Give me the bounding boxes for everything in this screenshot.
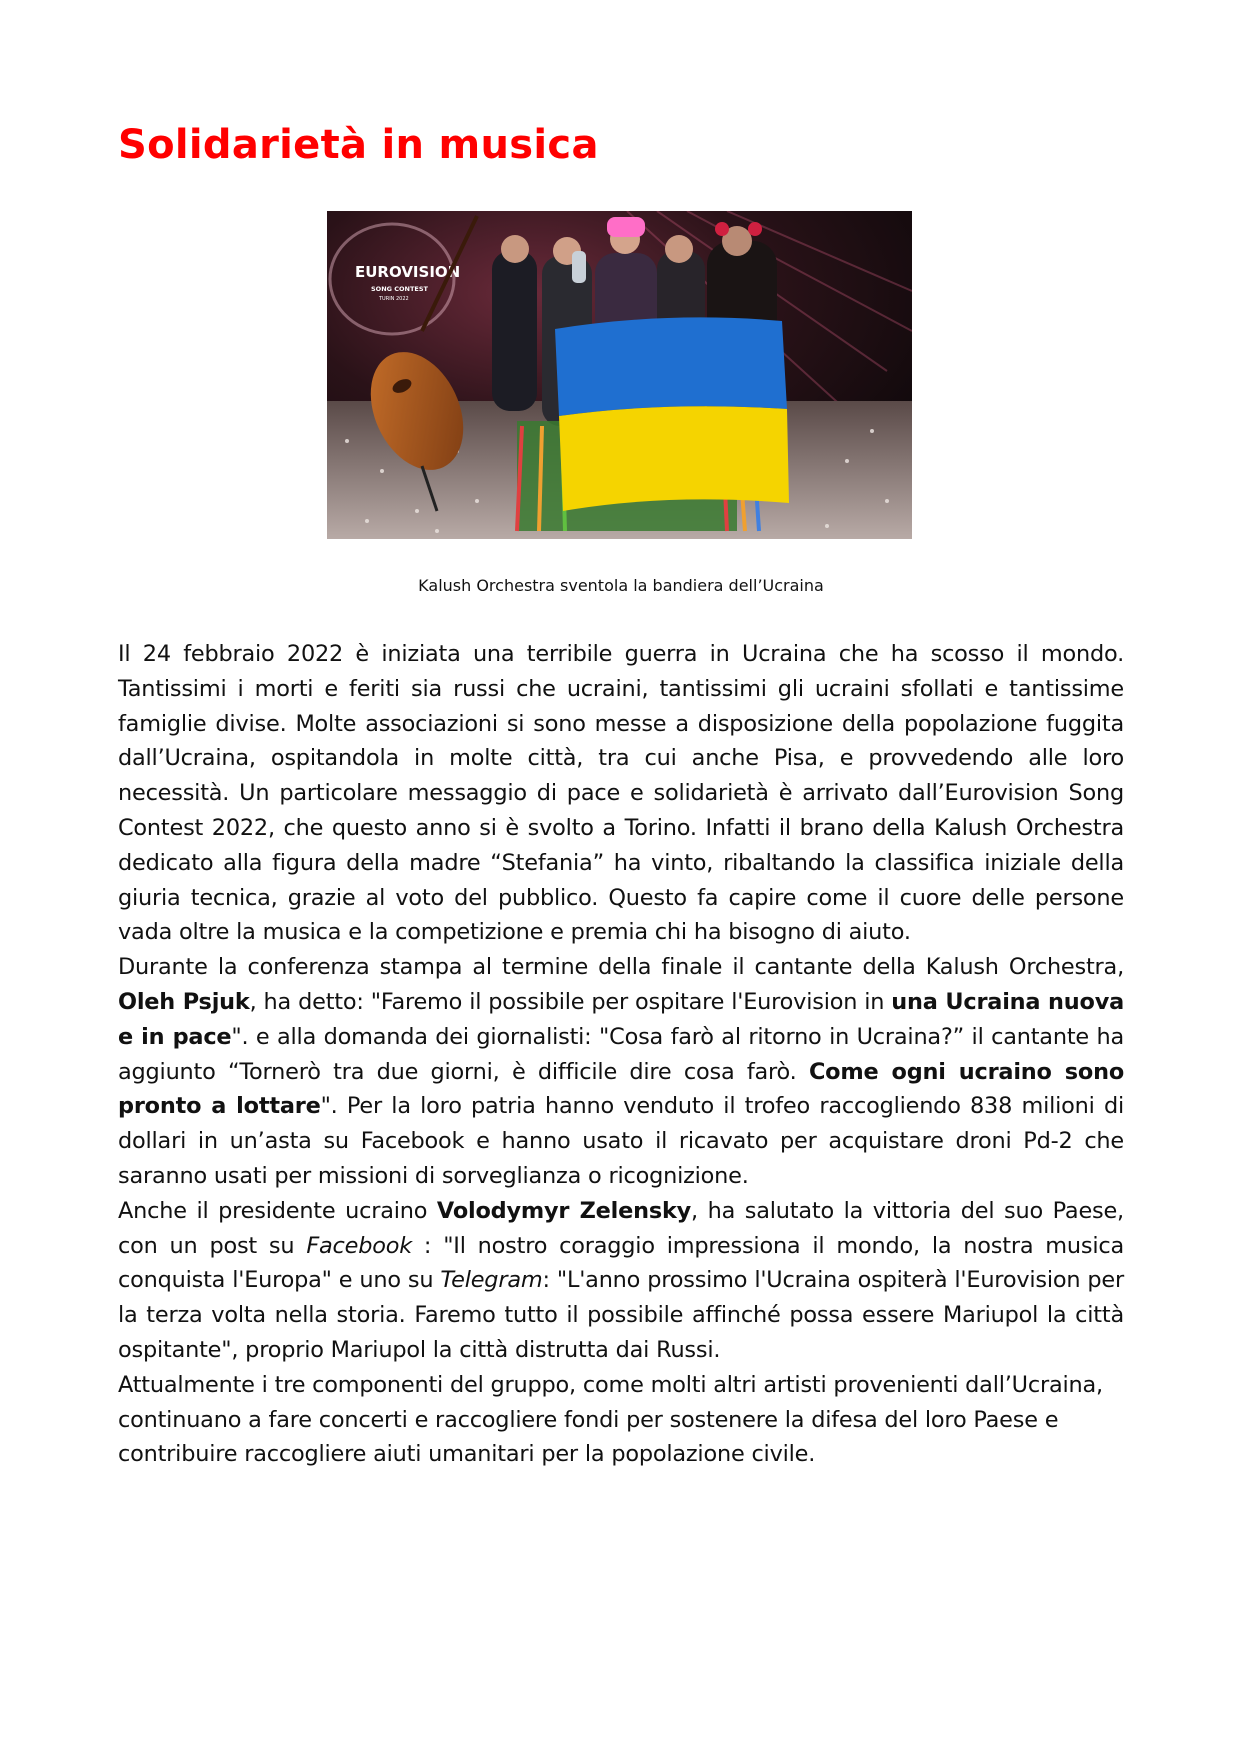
bold-quote-pronto-a-lottare: Come ogni ucraino sono pronto a lottare [118, 1058, 1125, 1120]
pink-hat [607, 217, 645, 237]
paragraph-1: Il 24 febbraio 2022 è iniziata una terribile guerra in Ucraina che ha scosso il mondo. Tantissimi i morti e feriti sia russi che ucraini, tantissimi gli ucraini sfollati e tantissime famiglie divise. Molte associazioni si sono messe a disposizione della popolazione fuggita dall’Ucraina, ospitandola in molte città, tra cui anche Pisa, e provvedendo alle loro necessità. Un particolare messaggio di pace e solidarietà è arrivato dall’Eurovision Song Contest 2022, che questo anno si è svolto a Torino. Infatti il brano della Kalush Orchestra dedicato alla figura della madre “Stefania” ha vinto, ribaltando la classifica iniziale della giuria tecnica, grazie al voto del pubblico. Questo fa capire come il cuore delle persone vada oltre la musica e la competizione e premia chi ha bisogno di aiuto. [118, 641, 1124, 946]
svg-text:EUROVISION: EUROVISION [355, 263, 461, 281]
bold-quote-ucraina-nuova: una Ucraina nuova e in pace [118, 988, 1125, 1050]
svg-text:SONG CONTEST: SONG CONTEST [371, 285, 428, 293]
article-body [118, 637, 1124, 1472]
photo-caption: Kalush Orchestra sventola la bandiera dell’Ucraina [418, 576, 824, 595]
trophy [572, 251, 586, 283]
ukraine-flag [555, 317, 789, 511]
svg-text:TURIN 2022: TURIN 2022 [379, 296, 409, 302]
paragraph-3: Anche il presidente ucraino Volodymyr Zelensky, ha salutato la vittoria del suo Paese, con un post su Facebook : "Il nostro coraggio impressiona il mondo, la nostra musica conquista l'Europa" e uno su Telegram: "L'anno prossimo l'Ucraina ospiterà l'Eurovision per la terza volta nella storia. Faremo tutto il possibile affinché possa essere Mariupol la città ospitante", proprio Mariupol la città distrutta dai Russi. [118, 1197, 1125, 1363]
paragraph-4: Attualmente i tre componenti del gruppo, come molti altri artisti provenienti dall’Ucraina, continuano a fare concerti e raccogliere fondi per sostenere la difesa del loro Paese e contribuire raccogliere aiuti umanitari per la popolazione civile. [118, 1371, 1103, 1468]
italic-facebook: Facebook [306, 1232, 412, 1259]
kalush-orchestra-photo [327, 211, 912, 539]
article-title: Solidarietà in musica [118, 122, 599, 168]
paragraph-2: Durante la conferenza stampa al termine della finale il cantante della Kalush Orchestra, Oleh Psjuk, ha detto: "Faremo il possibile per ospitare l'Eurovision in una Ucraina nuova e in pace". e alla domanda dei giornalisti: "Cosa farò al ritorno in Ucraina?” il cantante ha aggiunto “Tornerò tra due giorni, è difficile dire cosa farò. Come ogni ucraino sono pronto a lottare". Per la loro patria hanno venduto il trofeo raccogliendo 838 milioni di dollari in un’asta su Facebook e hanno usato il ricavato per acquistare droni Pd-2 che saranno usati per missioni di sorveglianza o ricognizione. [118, 954, 1125, 1189]
italic-telegram: Telegram [440, 1267, 543, 1294]
bold-name-oleh-psjuk: Oleh Psjuk [118, 988, 250, 1015]
bold-name-zelensky: Volodymyr Zelensky [436, 1197, 692, 1224]
article-photo [327, 211, 912, 539]
